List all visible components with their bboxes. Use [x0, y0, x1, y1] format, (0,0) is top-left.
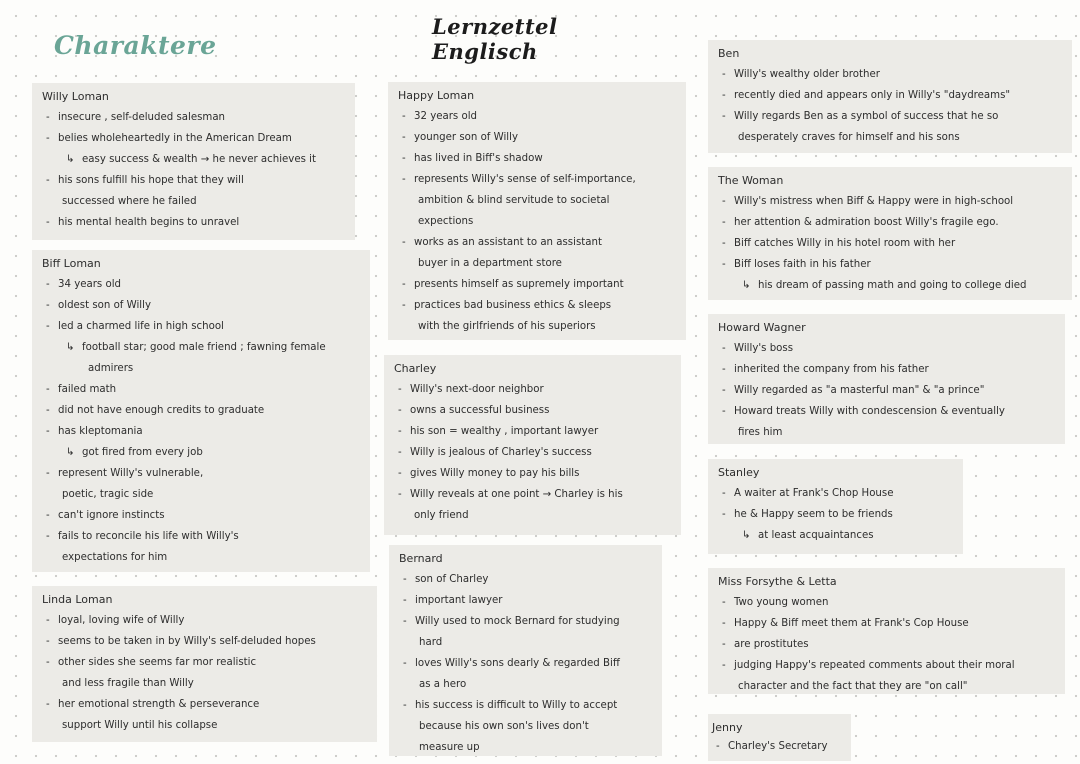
card-line: - Willy is jealous of Charley's success — [394, 442, 673, 463]
card-line: - works as an assistant to an assistant — [398, 232, 678, 253]
card-line: character and the fact that they are "on call" — [738, 681, 968, 692]
card-line: - has lived in Biff's shadow — [398, 148, 678, 169]
card-line: - inherited the company from his father — [718, 359, 1057, 380]
card-line: - gives Willy money to pay his bills — [394, 463, 673, 484]
card-the-woman — [708, 167, 1072, 300]
card-line: poetic, tragic side — [62, 489, 154, 500]
card-line: buyer in a department store — [418, 258, 562, 269]
card-line: ↳ easy success & wealth → he never achieves it — [42, 149, 347, 170]
card-line: - failed math — [42, 379, 362, 400]
card-line: - Two young women — [718, 592, 1057, 613]
card-line: - important lawyer — [399, 590, 654, 611]
card-title: Howard Wagner — [718, 321, 806, 334]
card-line: - A waiter at Frank's Chop House — [718, 483, 955, 504]
card-line: - presents himself as supremely important — [398, 274, 678, 295]
card-line: ↳ at least acquaintances — [718, 525, 955, 546]
card-line: admirers — [88, 363, 134, 374]
card-line: - his sons fulfill his hope that they will — [42, 170, 347, 191]
card-line: as a hero — [419, 679, 467, 690]
card-title: The Woman — [718, 174, 784, 187]
card-line: because his own son's lives don't — [419, 721, 589, 732]
card-line: - has kleptomania — [42, 421, 362, 442]
card-line: measure up — [419, 742, 480, 753]
card-line: hard — [419, 637, 443, 648]
card-line: - Willy's mistress when Biff & Happy were in high-school — [718, 191, 1064, 212]
card-line: - 32 years old — [398, 106, 678, 127]
card-line: - Willy regarded as "a masterful man" & "a prince" — [718, 380, 1057, 401]
card-line: desperately craves for himself and his sons — [738, 132, 960, 143]
card-title: Happy Loman — [398, 89, 475, 102]
card-line: - seems to be taken in by Willy's self-deluded hopes — [42, 631, 369, 652]
card-line: - her attention & admiration boost Willy's fragile ego. — [718, 212, 1064, 233]
card-stanley — [708, 459, 963, 554]
card-line: only friend — [414, 510, 469, 521]
card-line: - loves Willy's sons dearly & regarded Biff — [399, 653, 654, 674]
card-miss-forsythe-letta — [708, 568, 1065, 694]
card-line: - son of Charley — [399, 569, 654, 590]
card-line: - Howard treats Willy with condescension & eventually — [718, 401, 1057, 422]
card-line: - represent Willy's vulnerable, — [42, 463, 362, 484]
card-line: - Willy regards Ben as a symbol of success that he so — [718, 106, 1064, 127]
card-line: - led a charmed life in high school — [42, 316, 362, 337]
card-line: - Biff loses faith in his father — [718, 254, 1064, 275]
card-title: Willy Loman — [42, 90, 109, 103]
card-line: with the girlfriends of his superiors — [418, 321, 596, 332]
card-title: Biff Loman — [42, 257, 101, 270]
card-line: - owns a successful business — [394, 400, 673, 421]
card-happy-loman — [388, 82, 686, 340]
card-line: - Willy's wealthy older brother — [718, 64, 1064, 85]
card-biff-loman — [32, 250, 370, 572]
card-willy-loman — [32, 83, 355, 240]
card-line: successed where he failed — [62, 196, 197, 207]
card-line: - can't ignore instincts — [42, 505, 362, 526]
card-title: Miss Forsythe & Letta — [718, 575, 837, 588]
card-line: and less fragile than Willy — [62, 678, 194, 689]
card-line: ↳ his dream of passing math and going to college died — [718, 275, 1064, 296]
card-line: - Willy's next-door neighbor — [394, 379, 673, 400]
card-title: Linda Loman — [42, 593, 113, 606]
card-line: - fails to reconcile his life with Willy's — [42, 526, 362, 547]
page-title: Lernzettel Englisch — [432, 14, 558, 64]
card-line: - 34 years old — [42, 274, 362, 295]
card-charley — [384, 355, 681, 535]
card-line: - recently died and appears only in Willy's "daydreams" — [718, 85, 1064, 106]
card-line: - Willy reveals at one point → Charley is his — [394, 484, 673, 505]
card-title: Ben — [718, 47, 740, 60]
card-line: ambition & blind servitude to societal — [418, 195, 610, 206]
card-title: Charley — [394, 362, 437, 375]
card-line: expectations for him — [62, 552, 168, 563]
card-line: - oldest son of Willy — [42, 295, 362, 316]
card-line: - Willy's boss — [718, 338, 1057, 359]
card-howard-wagner — [708, 314, 1065, 444]
card-title: Bernard — [399, 552, 443, 565]
card-line: - belies wholeheartedly in the American Dream — [42, 128, 347, 149]
section-heading: Charaktere — [54, 31, 217, 60]
card-line: - loyal, loving wife of Willy — [42, 610, 369, 631]
card-line: - Willy used to mock Bernard for studying — [399, 611, 654, 632]
card-line: expections — [418, 216, 474, 227]
card-line: ↳ football star; good male friend ; fawning female — [42, 337, 362, 358]
card-title: Jenny — [712, 721, 743, 734]
card-line: support Willy until his collapse — [62, 720, 218, 731]
card-line: - his son = wealthy , important lawyer — [394, 421, 673, 442]
card-line: fires him — [738, 427, 783, 438]
card-jenny — [708, 714, 851, 761]
card-line: - practices bad business ethics & sleeps — [398, 295, 678, 316]
card-line: - his mental health begins to unravel — [42, 212, 347, 233]
card-line: - Happy & Biff meet them at Frank's Cop House — [718, 613, 1057, 634]
card-bernard — [389, 545, 662, 756]
card-line: - judging Happy's repeated comments about their moral — [718, 655, 1057, 676]
card-line: ↳ got fired from every job — [42, 442, 362, 463]
card-line: - represents Willy's sense of self-importance, — [398, 169, 678, 190]
card-linda-loman — [32, 586, 377, 742]
card-title: Stanley — [718, 466, 760, 479]
card-line: - are prostitutes — [718, 634, 1057, 655]
card-line: - Charley's Secretary — [712, 738, 843, 756]
card-line: - did not have enough credits to graduate — [42, 400, 362, 421]
card-line: - insecure , self-deluded salesman — [42, 107, 347, 128]
card-line: - his success is difficult to Willy to accept — [399, 695, 654, 716]
card-line: - Biff catches Willy in his hotel room with her — [718, 233, 1064, 254]
card-line: - other sides she seems far mor realistic — [42, 652, 369, 673]
card-ben — [708, 40, 1072, 153]
card-line: - he & Happy seem to be friends — [718, 504, 955, 525]
card-line: - younger son of Willy — [398, 127, 678, 148]
card-line: - her emotional strength & perseverance — [42, 694, 369, 715]
